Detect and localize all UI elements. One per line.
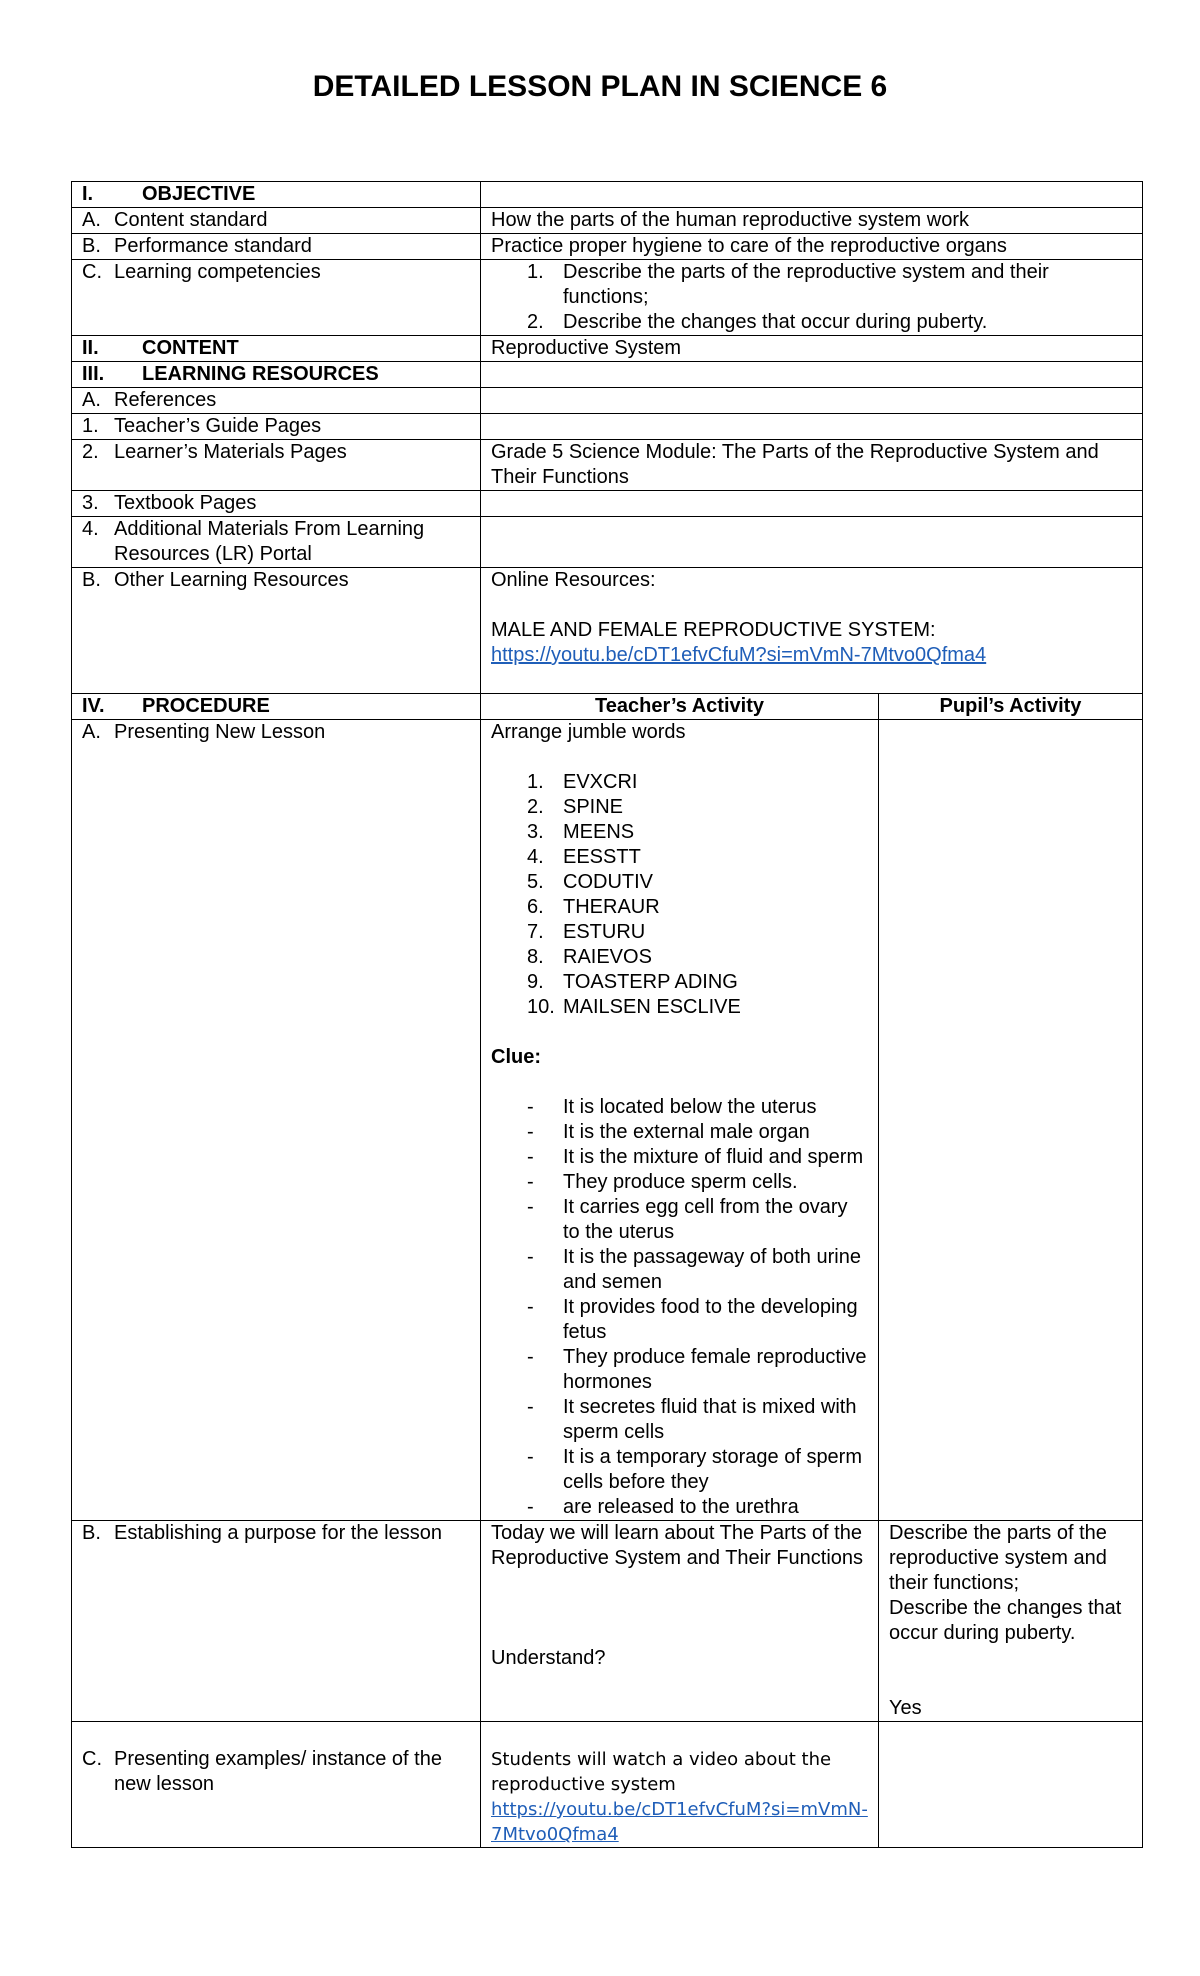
list-item	[527, 1245, 868, 1295]
list-item	[527, 970, 868, 995]
list-item	[527, 1170, 868, 1195]
video-link[interactable]: https://youtu.be/cDT1efvCfuM?si=mVmN-7Mtvo0Qfma4	[491, 644, 987, 666]
clue-text: They produce female reproductive hormones	[563, 1346, 867, 1393]
other-resources-letter: B.	[82, 569, 101, 591]
list-item	[527, 920, 868, 945]
content-standard-letter: A.	[82, 209, 101, 231]
content-standard-label: Content standard	[114, 209, 268, 231]
presenting-examples-row	[72, 1722, 1143, 1848]
objective-heading: OBJECTIVE	[142, 183, 256, 205]
purpose-pupil-answer: Yes	[889, 1697, 922, 1719]
objective-row	[72, 182, 1143, 208]
jumble-word: CODUTIV	[563, 871, 653, 893]
competency-item	[527, 310, 1132, 335]
procedure-header-row	[72, 694, 1143, 720]
learners-materials-label: Learner’s Materials Pages	[114, 441, 347, 463]
presenting-letter: A.	[82, 721, 101, 743]
references-letter: A.	[82, 389, 101, 411]
jumble-word: TOASTERP ADING	[563, 971, 738, 993]
content-num: II.	[82, 337, 99, 359]
textbook-num: 3.	[82, 492, 99, 514]
competencies-letter: C.	[82, 261, 102, 283]
competency-num: 2.	[527, 311, 544, 333]
clue-bullet: -	[527, 1446, 534, 1468]
learners-materials-value: Grade 5 Science Module: The Parts of the Reproductive System and Their Functions	[481, 440, 1143, 491]
list-item	[527, 795, 868, 820]
presenting-new-lesson-row	[72, 720, 1143, 1521]
additional-num: 4.	[82, 518, 99, 540]
content-row	[72, 336, 1143, 362]
word-num: 5.	[527, 871, 544, 893]
teacher-activity-header: Teacher’s Activity	[481, 694, 879, 720]
word-num: 4.	[527, 846, 544, 868]
word-num: 2.	[527, 796, 544, 818]
resources-row	[72, 362, 1143, 388]
list-item	[527, 870, 868, 895]
teachers-guide-row	[72, 414, 1143, 440]
additional-label: Additional Materials From Learning Resources (LR) Portal	[114, 518, 425, 565]
list-item	[527, 1395, 868, 1445]
jumble-word: EESSTT	[563, 846, 641, 868]
pupil-activity-a	[879, 720, 1143, 1521]
competency-text: Describe the changes that occur during puberty.	[563, 311, 988, 333]
word-num: 8.	[527, 946, 544, 968]
jumble-word-list	[491, 770, 868, 1020]
purpose-teacher-text: Today we will learn about The Parts of the Reproductive System and Their Functions	[491, 1522, 864, 1569]
word-num: 10.	[527, 996, 555, 1018]
references-row	[72, 388, 1143, 414]
list-item	[527, 1120, 868, 1145]
examples-teacher-text: Students will watch a video about the reproductive system	[491, 1749, 832, 1795]
list-item	[527, 845, 868, 870]
clue-text: It is located below the uterus	[563, 1096, 817, 1118]
clue-bullet: -	[527, 1146, 534, 1168]
clue-text: It is the external male organ	[563, 1121, 810, 1143]
examples-video-link[interactable]: https://youtu.be/cDT1efvCfuM?si=mVmN-7Mtvo0Qfma4	[491, 1799, 868, 1845]
clue-bullet: -	[527, 1196, 534, 1218]
textbook-label: Textbook Pages	[114, 492, 257, 514]
performance-standard-row	[72, 234, 1143, 260]
pupil-activity-header: Pupil’s Activity	[879, 694, 1143, 720]
purpose-pupil-text-1: Describe the parts of the reproductive system and their functions;	[889, 1522, 1107, 1594]
resources-heading: LEARNING RESOURCES	[142, 363, 379, 385]
word-num: 6.	[527, 896, 544, 918]
jumble-intro: Arrange jumble words	[491, 721, 686, 743]
clue-text: It secretes fluid that is mixed with sperm cells	[563, 1396, 857, 1443]
jumble-word: THERAUR	[563, 896, 660, 918]
list-item	[527, 1295, 868, 1345]
list-item	[527, 820, 868, 845]
list-item	[527, 1345, 868, 1395]
clue-label: Clue:	[491, 1046, 541, 1068]
word-num: 9.	[527, 971, 544, 993]
jumble-word: ESTURU	[563, 921, 646, 943]
performance-standard-label: Performance standard	[114, 235, 312, 257]
presenting-label: Presenting New Lesson	[114, 721, 326, 743]
competency-text: Describe the parts of the reproductive system and their functions;	[563, 261, 1049, 308]
list-item	[527, 1095, 868, 1120]
list-item	[527, 1445, 868, 1495]
other-resources-label: Other Learning Resources	[114, 569, 349, 591]
clue-bullet: -	[527, 1346, 534, 1368]
clue-bullet: -	[527, 1496, 534, 1518]
list-item	[527, 995, 868, 1020]
lesson-plan-table	[71, 181, 1143, 1848]
clue-bullet: -	[527, 1296, 534, 1318]
clue-text: are released to the urethra	[563, 1496, 799, 1518]
jumble-word: MEENS	[563, 821, 635, 843]
jumble-word: RAIEVOS	[563, 946, 652, 968]
competency-num: 1.	[527, 261, 544, 283]
additional-materials-row	[72, 517, 1143, 568]
purpose-label: Establishing a purpose for the lesson	[114, 1522, 442, 1544]
word-num: 7.	[527, 921, 544, 943]
list-item	[527, 1145, 868, 1170]
word-num: 1.	[527, 771, 544, 793]
other-resources-row	[72, 568, 1143, 694]
jumble-word: EVXCRI	[563, 771, 638, 793]
purpose-pupil-text-2: Describe the changes that occur during puberty.	[889, 1597, 1122, 1644]
clue-text: It carries egg cell from the ovary to the uterus	[563, 1196, 848, 1243]
teachers-guide-num: 1.	[82, 415, 99, 437]
clue-bullet: -	[527, 1121, 534, 1143]
learners-materials-num: 2.	[82, 441, 99, 463]
jumble-word: SPINE	[563, 796, 624, 818]
teachers-guide-label: Teacher’s Guide Pages	[114, 415, 322, 437]
content-standard-value: How the parts of the human reproductive system work	[481, 208, 1143, 234]
competencies-label: Learning competencies	[114, 261, 321, 283]
clue-text: They produce sperm cells.	[563, 1171, 798, 1193]
learners-materials-row	[72, 440, 1143, 491]
list-item	[527, 1495, 868, 1520]
pupil-activity-c	[879, 1722, 1143, 1848]
examples-label: Presenting examples/ instance of the new lesson	[114, 1748, 442, 1795]
examples-letter: C.	[82, 1748, 102, 1770]
purpose-letter: B.	[82, 1522, 101, 1544]
content-value: Reproductive System	[481, 336, 1143, 362]
clue-bullet: -	[527, 1396, 534, 1418]
clue-bullet: -	[527, 1246, 534, 1268]
establishing-purpose-row	[72, 1521, 1143, 1722]
list-item	[527, 770, 868, 795]
textbook-row	[72, 491, 1143, 517]
word-num: 3.	[527, 821, 544, 843]
performance-standard-letter: B.	[82, 235, 101, 257]
clue-list	[491, 1095, 868, 1520]
competency-item	[527, 260, 1132, 310]
jumble-word: MAILSEN ESCLIVE	[563, 996, 741, 1018]
clue-text: It is a temporary storage of sperm cells before they	[563, 1446, 863, 1493]
list-item	[527, 1195, 868, 1245]
competencies-row	[72, 260, 1143, 336]
list-item	[527, 945, 868, 970]
document-title: DETAILED LESSON PLAN IN SCIENCE 6	[312, 70, 888, 103]
resources-num: III.	[82, 363, 105, 385]
clue-bullet: -	[527, 1171, 534, 1193]
clue-text: It is the mixture of fluid and sperm	[563, 1146, 864, 1168]
clue-text: It provides food to the developing fetus	[563, 1296, 858, 1343]
list-item	[527, 895, 868, 920]
clue-text: It is the passageway of both urine and semen	[563, 1246, 861, 1293]
references-label: References	[114, 389, 217, 411]
online-resources-label: Online Resources:	[491, 569, 656, 591]
clue-bullet: -	[527, 1096, 534, 1118]
procedure-heading: PROCEDURE	[142, 695, 270, 717]
procedure-num: IV.	[82, 695, 105, 717]
content-heading: CONTENT	[142, 337, 239, 359]
content-standard-row	[72, 208, 1143, 234]
performance-standard-value: Practice proper hygiene to care of the reproductive organs	[481, 234, 1143, 260]
objective-num: I.	[82, 183, 94, 205]
purpose-teacher-question: Understand?	[491, 1647, 606, 1669]
video-title: MALE AND FEMALE REPRODUCTIVE SYSTEM:	[491, 619, 936, 641]
